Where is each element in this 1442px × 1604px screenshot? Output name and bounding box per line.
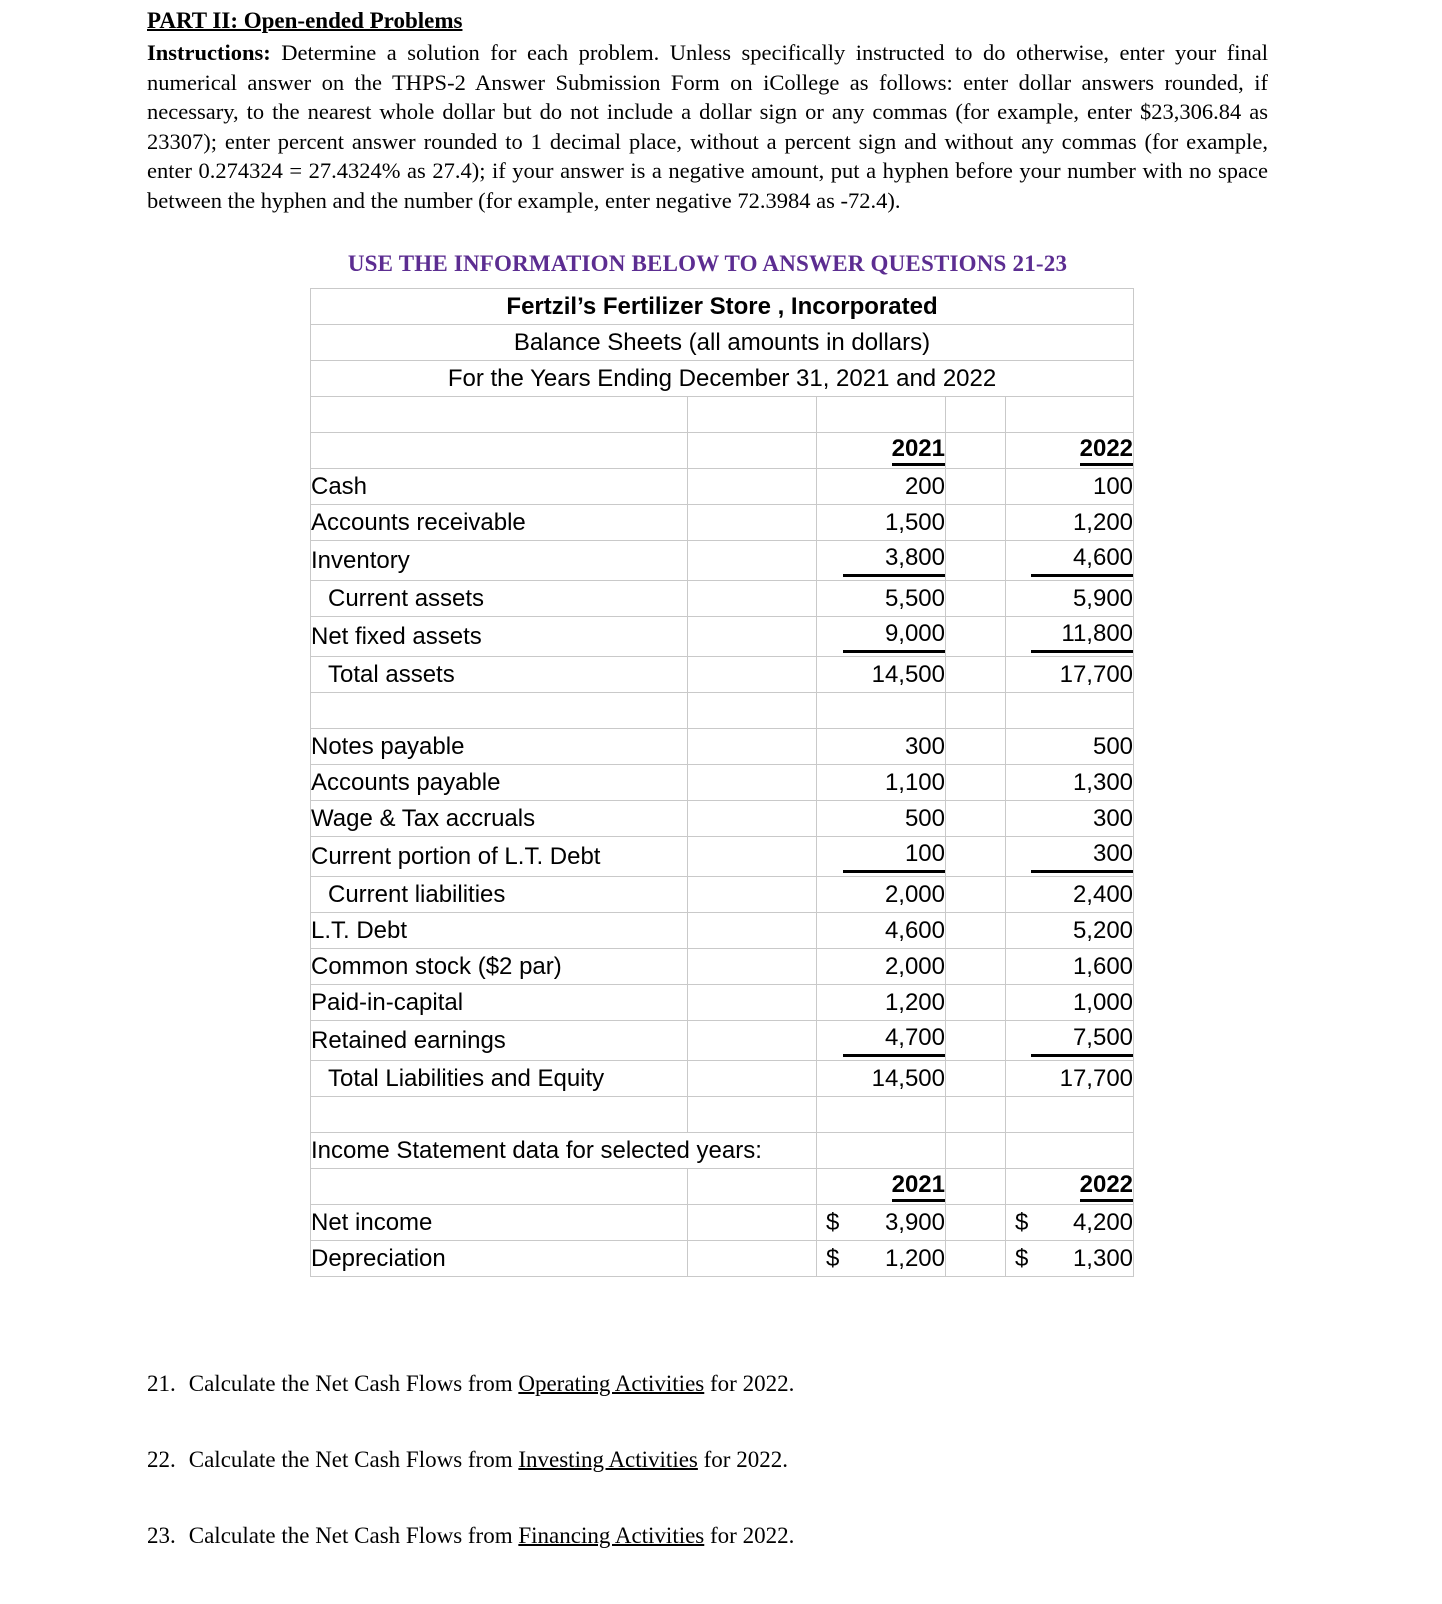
- table-row: [311, 837, 1134, 877]
- banner-heading: USE THE INFORMATION BELOW TO ANSWER QUESTIONS 21-23: [347, 251, 1068, 276]
- questions-section: [147, 1369, 1268, 1551]
- year-header-2022: 2022: [1080, 435, 1133, 466]
- question-text: for 2022.: [704, 1523, 795, 1548]
- value-2021: 1,200: [884, 1244, 945, 1272]
- period-title: For the Years Ending December 31, 2021 and 2022: [311, 361, 1134, 397]
- value-2022: 17,700: [1059, 660, 1134, 688]
- question-underlined-phrase: Financing Activities: [518, 1523, 705, 1548]
- row-label: Net fixed assets: [311, 622, 482, 650]
- income-rows-body: [311, 1205, 1134, 1277]
- value-2021: 14,500: [871, 660, 945, 688]
- table-row: [311, 913, 1134, 949]
- value-2021: 5,500: [884, 584, 945, 612]
- income-section-label: Income Statement data for selected years:: [311, 1136, 762, 1164]
- value-2022: 300: [1031, 840, 1133, 873]
- value-2022: 500: [1092, 732, 1134, 760]
- period-title-row: [311, 361, 1134, 397]
- table-row: [311, 729, 1134, 765]
- value-2022: 5,200: [1072, 916, 1134, 944]
- question-21: [147, 1369, 1268, 1399]
- row-label: Retained earnings: [311, 1026, 506, 1054]
- value-2022: 1,300: [1072, 1244, 1134, 1272]
- value-2022: 11,800: [1031, 620, 1133, 653]
- value-2022: 1,000: [1072, 988, 1134, 1016]
- table-row: [311, 541, 1134, 581]
- value-2021: 1,500: [884, 508, 945, 536]
- year-header-row: [311, 433, 1134, 469]
- table-row: [311, 1241, 1134, 1277]
- row-label: Inventory: [311, 546, 410, 574]
- value-2021: 1,100: [884, 768, 945, 796]
- value-2022: 17,700: [1059, 1064, 1134, 1092]
- table-row: [311, 1061, 1134, 1097]
- value-2022: 1,200: [1072, 508, 1134, 536]
- value-2021: 2,000: [884, 952, 945, 980]
- value-2021: 14,500: [871, 1064, 945, 1092]
- value-2022: 300: [1092, 804, 1134, 832]
- question-number: 21.: [147, 1371, 176, 1396]
- value-2022: 1,600: [1072, 952, 1134, 980]
- dollar-sign: $: [826, 1244, 840, 1272]
- statement-title: Balance Sheets (all amounts in dollars): [311, 325, 1134, 361]
- table-header-rows: [311, 289, 1134, 469]
- question-22: [147, 1445, 1268, 1475]
- row-label: Accounts receivable: [311, 508, 526, 536]
- question-text: Calculate the Net Cash Flows from: [188, 1447, 519, 1472]
- value-2021: 4,600: [884, 916, 945, 944]
- row-label: Wage & Tax accruals: [311, 804, 536, 832]
- year-header-2022: 2022: [1080, 1171, 1133, 1202]
- table-row: [311, 1205, 1134, 1241]
- company-title-row: [311, 289, 1134, 325]
- value-2021: 3,900: [884, 1208, 945, 1236]
- income-section-row: [311, 1133, 1134, 1169]
- company-title: Fertzil’s Fertilizer Store , Incorporated: [311, 289, 1134, 325]
- spacer-row: [311, 693, 1134, 729]
- balance-sheet-table: [310, 288, 1134, 1277]
- part-heading: PART II: Open-ended Problems: [147, 8, 463, 33]
- spacer-row: [311, 1097, 1134, 1133]
- row-label: Common stock ($2 par): [311, 952, 562, 980]
- table-row: [311, 505, 1134, 541]
- table-row: [311, 581, 1134, 617]
- question-23: [147, 1521, 1268, 1551]
- value-2022: 4,200: [1072, 1208, 1134, 1236]
- value-2021: 100: [843, 840, 945, 873]
- value-2021: 1,200: [884, 988, 945, 1016]
- table-row: [311, 949, 1134, 985]
- row-label: Current liabilities: [328, 880, 506, 908]
- row-label: Paid-in-capital: [311, 988, 464, 1016]
- balance-sheet-table-wrap: [310, 288, 1135, 1277]
- instructions-paragraph: [147, 38, 1268, 215]
- row-label: Net income: [311, 1208, 433, 1236]
- value-2022: 1,300: [1072, 768, 1134, 796]
- question-number: 23.: [147, 1523, 176, 1548]
- income-header-rows: [311, 1133, 1134, 1205]
- value-2021: 300: [904, 732, 945, 760]
- year-header-2021: 2021: [892, 435, 945, 466]
- dollar-sign: $: [826, 1208, 840, 1236]
- value-2021: 2,000: [884, 880, 945, 908]
- value-2022: 5,900: [1072, 584, 1134, 612]
- table-row: [311, 985, 1134, 1021]
- question-underlined-phrase: Operating Activities: [518, 1371, 705, 1396]
- question-text: Calculate the Net Cash Flows from: [188, 1371, 519, 1396]
- table-row: [311, 657, 1134, 693]
- row-label: Total Liabilities and Equity: [328, 1064, 605, 1092]
- value-2021: 500: [904, 804, 945, 832]
- row-label: L.T. Debt: [311, 916, 408, 944]
- spacer-row: [311, 397, 1134, 433]
- question-underlined-phrase: Investing Activities: [518, 1447, 698, 1472]
- question-text: for 2022.: [697, 1447, 788, 1472]
- value-2022: 2,400: [1072, 880, 1134, 908]
- balance-rows-body: [311, 469, 1134, 1133]
- row-label: Accounts payable: [311, 768, 501, 796]
- row-label: Cash: [311, 472, 368, 500]
- table-row: [311, 1021, 1134, 1061]
- instructions-text: Determine a solution for each problem. Unless specifically instructed to do otherwise, enter your final numerical answer on the THPS-2 Answer Submission Form on iCollege as follows: enter dollar answers rounded, if necessary, to the nearest whole dollar but do not include a dollar sign or any commas (for example, enter $23,306.84 as 23307); enter percent answer rounded to 1 decimal place, without a percent sign and without any commas (for example, enter 0.274324 = 27.4324% as 27.4); if your answer is a negative amount, put a hyphen before your number with no space between the hyphen and the number (for example, enter negative 72.3984 as -72.4).: [147, 40, 1268, 213]
- value-2022: 100: [1092, 472, 1134, 500]
- question-text: Calculate the Net Cash Flows from: [188, 1523, 519, 1548]
- year-header-row-income: [311, 1169, 1134, 1205]
- value-2022: 7,500: [1031, 1024, 1133, 1057]
- row-label: Depreciation: [311, 1244, 446, 1272]
- table-row: [311, 801, 1134, 837]
- value-2021: 200: [904, 472, 945, 500]
- value-2021: 4,700: [843, 1024, 945, 1057]
- value-2021: 3,800: [843, 544, 945, 577]
- table-row: [311, 765, 1134, 801]
- table-row: [311, 877, 1134, 913]
- row-label: Current portion of L.T. Debt: [311, 842, 601, 870]
- dollar-sign: $: [1015, 1244, 1029, 1272]
- dollar-sign: $: [1015, 1208, 1029, 1236]
- question-number: 22.: [147, 1447, 176, 1472]
- question-text: for 2022.: [704, 1371, 795, 1396]
- year-header-2021: 2021: [892, 1171, 945, 1202]
- row-label: Total assets: [328, 660, 455, 688]
- instructions-label: Instructions:: [147, 40, 271, 65]
- value-2021: 9,000: [843, 620, 945, 653]
- statement-title-row: [311, 325, 1134, 361]
- table-row: [311, 469, 1134, 505]
- value-2022: 4,600: [1031, 544, 1133, 577]
- row-label: Notes payable: [311, 732, 465, 760]
- table-row: [311, 617, 1134, 657]
- row-label: Current assets: [328, 584, 485, 612]
